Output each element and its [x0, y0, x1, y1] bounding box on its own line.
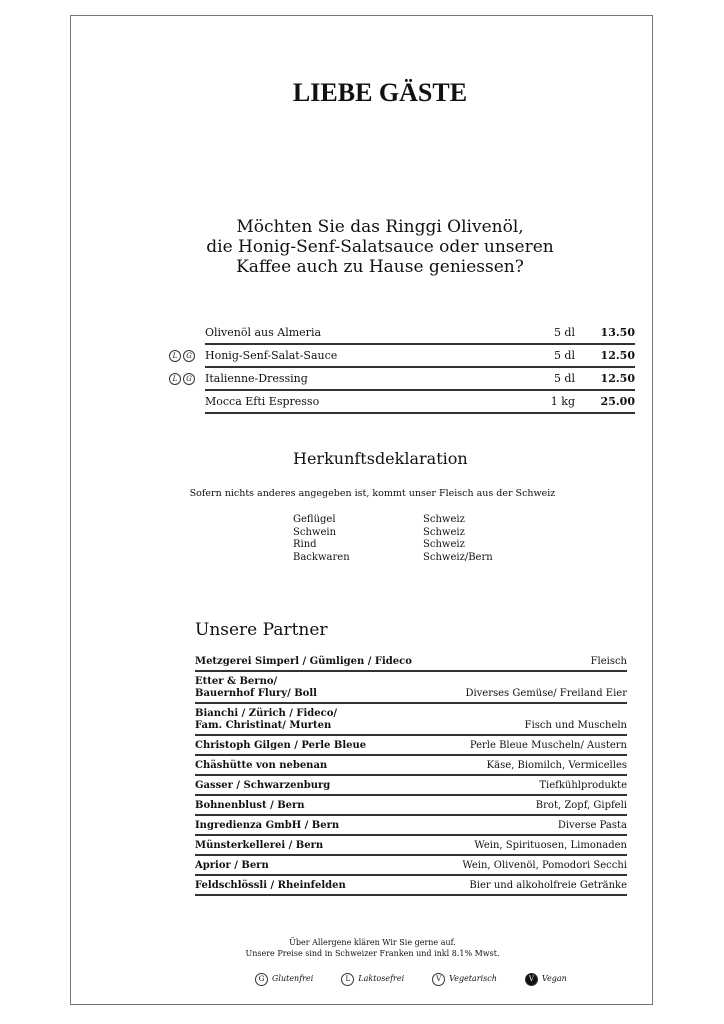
product-price: 13.50: [600, 326, 635, 339]
allergen-badges: [169, 350, 195, 362]
legend-item: [341, 973, 404, 986]
vegan-icon: V: [525, 973, 538, 986]
origin-product: Rind: [293, 539, 317, 551]
partner-row: [195, 672, 627, 704]
partner-row: [195, 796, 627, 816]
legend-item: [525, 973, 567, 986]
partner-row: [195, 704, 627, 736]
legend-label: Vegetarisch: [449, 974, 497, 983]
origin-product: Backwaren: [293, 552, 350, 564]
partner-row: [195, 776, 627, 796]
product-row: [172, 345, 635, 368]
partner-products: Perle Bleue Muscheln/ Austern: [469, 740, 627, 751]
product-price: 12.50: [600, 349, 635, 362]
product-name: Olivenöl aus Almeria: [205, 326, 322, 339]
legend-label: Vegan: [541, 974, 567, 983]
product-size: 1 kg: [550, 395, 575, 408]
intro-line: Kaffee auch zu Hause geniessen?: [236, 257, 524, 277]
origin-product: Schwein: [293, 526, 337, 538]
origin-row: [293, 527, 493, 540]
partner-name: Bianchi / Zürich / Fideco/ Fam. Christinat/ Murten: [195, 708, 338, 731]
partner-row: [195, 816, 627, 836]
footer-note: [0, 937, 724, 959]
product-size: 5 dl: [553, 349, 575, 362]
intro-line: die Honig-Senf-Salatsauce oder unseren: [206, 237, 554, 257]
partner-name: Chäshütte von nebenan: [195, 760, 328, 771]
partner-products: Wein, Spirituosen, Limonaden: [474, 840, 627, 851]
laktosefrei-icon: L: [341, 973, 354, 986]
partner-name: Münsterkellerei / Bern: [195, 840, 324, 851]
origin-country: Schweiz: [423, 539, 465, 551]
page-title: LIEBE GÄSTE: [292, 78, 468, 107]
origin-row: [293, 539, 493, 552]
product-price: 25.00: [600, 395, 635, 408]
partner-name: Christoph Gilgen / Perle Bleue: [195, 740, 367, 751]
partner-name: Metzgerei Simperl / Gümligen / Fideco: [195, 656, 412, 667]
product-row: [205, 391, 635, 414]
partner-products: Wein, Olivenöl, Pomodori Secchi: [462, 860, 627, 871]
product-name: Mocca Efti Espresso: [205, 395, 320, 408]
partner-name: Gasser / Schwarzenburg: [195, 780, 331, 791]
origin-country: Schweiz/Bern: [423, 552, 493, 564]
product-size: 5 dl: [553, 326, 575, 339]
partner-products: Diverse Pasta: [557, 820, 627, 831]
product-row: [172, 368, 635, 391]
partner-row: [195, 736, 627, 756]
gluten-free-icon: G: [183, 373, 195, 385]
origin-country: Schweiz: [423, 526, 465, 538]
origin-sentence: Sofern nichts anderes angegeben ist, kommt unser Fleisch aus der Schweiz: [189, 488, 556, 499]
product-size: 5 dl: [553, 372, 575, 385]
partners-title: Unsere Partner: [195, 620, 328, 640]
legend-item: [432, 973, 497, 986]
partner-name: Feldschlössli / Rheinfelden: [195, 880, 346, 891]
origin-country: Schweiz: [423, 514, 465, 525]
partner-row: [195, 856, 627, 876]
partner-name: Bohnenblust / Bern: [195, 800, 305, 811]
partner-products: Fleisch: [590, 656, 627, 667]
legend-label: Glutenfrei: [272, 974, 314, 983]
allergen-badges: [169, 373, 195, 385]
intro-text: [190, 217, 570, 277]
legend-label: Laktosefrei: [358, 974, 405, 983]
partners-table: [195, 652, 627, 896]
product-name: Italienne-Dressing: [205, 372, 308, 385]
lactose-free-icon: L: [169, 373, 181, 385]
partner-row: [195, 652, 627, 672]
origin-product: Geflügel: [293, 514, 336, 525]
legend-item: [255, 973, 313, 986]
diet-legend: [255, 973, 567, 986]
product-name: Honig-Senf-Salat-Sauce: [205, 349, 338, 362]
partner-products: Tiefkühlprodukte: [539, 780, 627, 791]
glutenfrei-icon: G: [255, 973, 268, 986]
vegetarisch-icon: V: [432, 973, 445, 986]
partner-products: Diverses Gemüse/ Freiland Eier: [465, 688, 627, 699]
origin-row: [293, 514, 493, 527]
gluten-free-icon: G: [183, 350, 195, 362]
partner-name: Ingredienza GmbH / Bern: [195, 820, 340, 831]
partner-products: Käse, Biomilch, Vermicelles: [486, 760, 627, 771]
partner-products: Bier und alkoholfreie Getränke: [469, 880, 627, 891]
partner-row: [195, 756, 627, 776]
allergen-note: Über Allergene klären Wir Sie gerne auf.: [289, 938, 456, 947]
partner-products: Brot, Zopf, Gipfeli: [535, 800, 627, 811]
partner-products: Fisch und Muscheln: [524, 720, 627, 731]
partner-name: Etter & Berno/ Bauernhof Flury/ Boll: [195, 676, 317, 699]
origin-row: [293, 552, 493, 565]
product-row: [205, 322, 635, 345]
product-price-list: [165, 322, 635, 414]
origin-table: [293, 514, 493, 565]
intro-line: Möchten Sie das Ringgi Olivenöl,: [236, 217, 524, 237]
partner-row: [195, 836, 627, 856]
origin-title: Herkunftsdeklaration: [293, 449, 468, 468]
lactose-free-icon: L: [169, 350, 181, 362]
partner-name: Aprior / Bern: [195, 860, 269, 871]
product-price: 12.50: [600, 372, 635, 385]
partner-row: [195, 876, 627, 896]
price-note: Unsere Preise sind in Schweizer Franken und inkl 8.1% Mwst.: [245, 949, 500, 958]
